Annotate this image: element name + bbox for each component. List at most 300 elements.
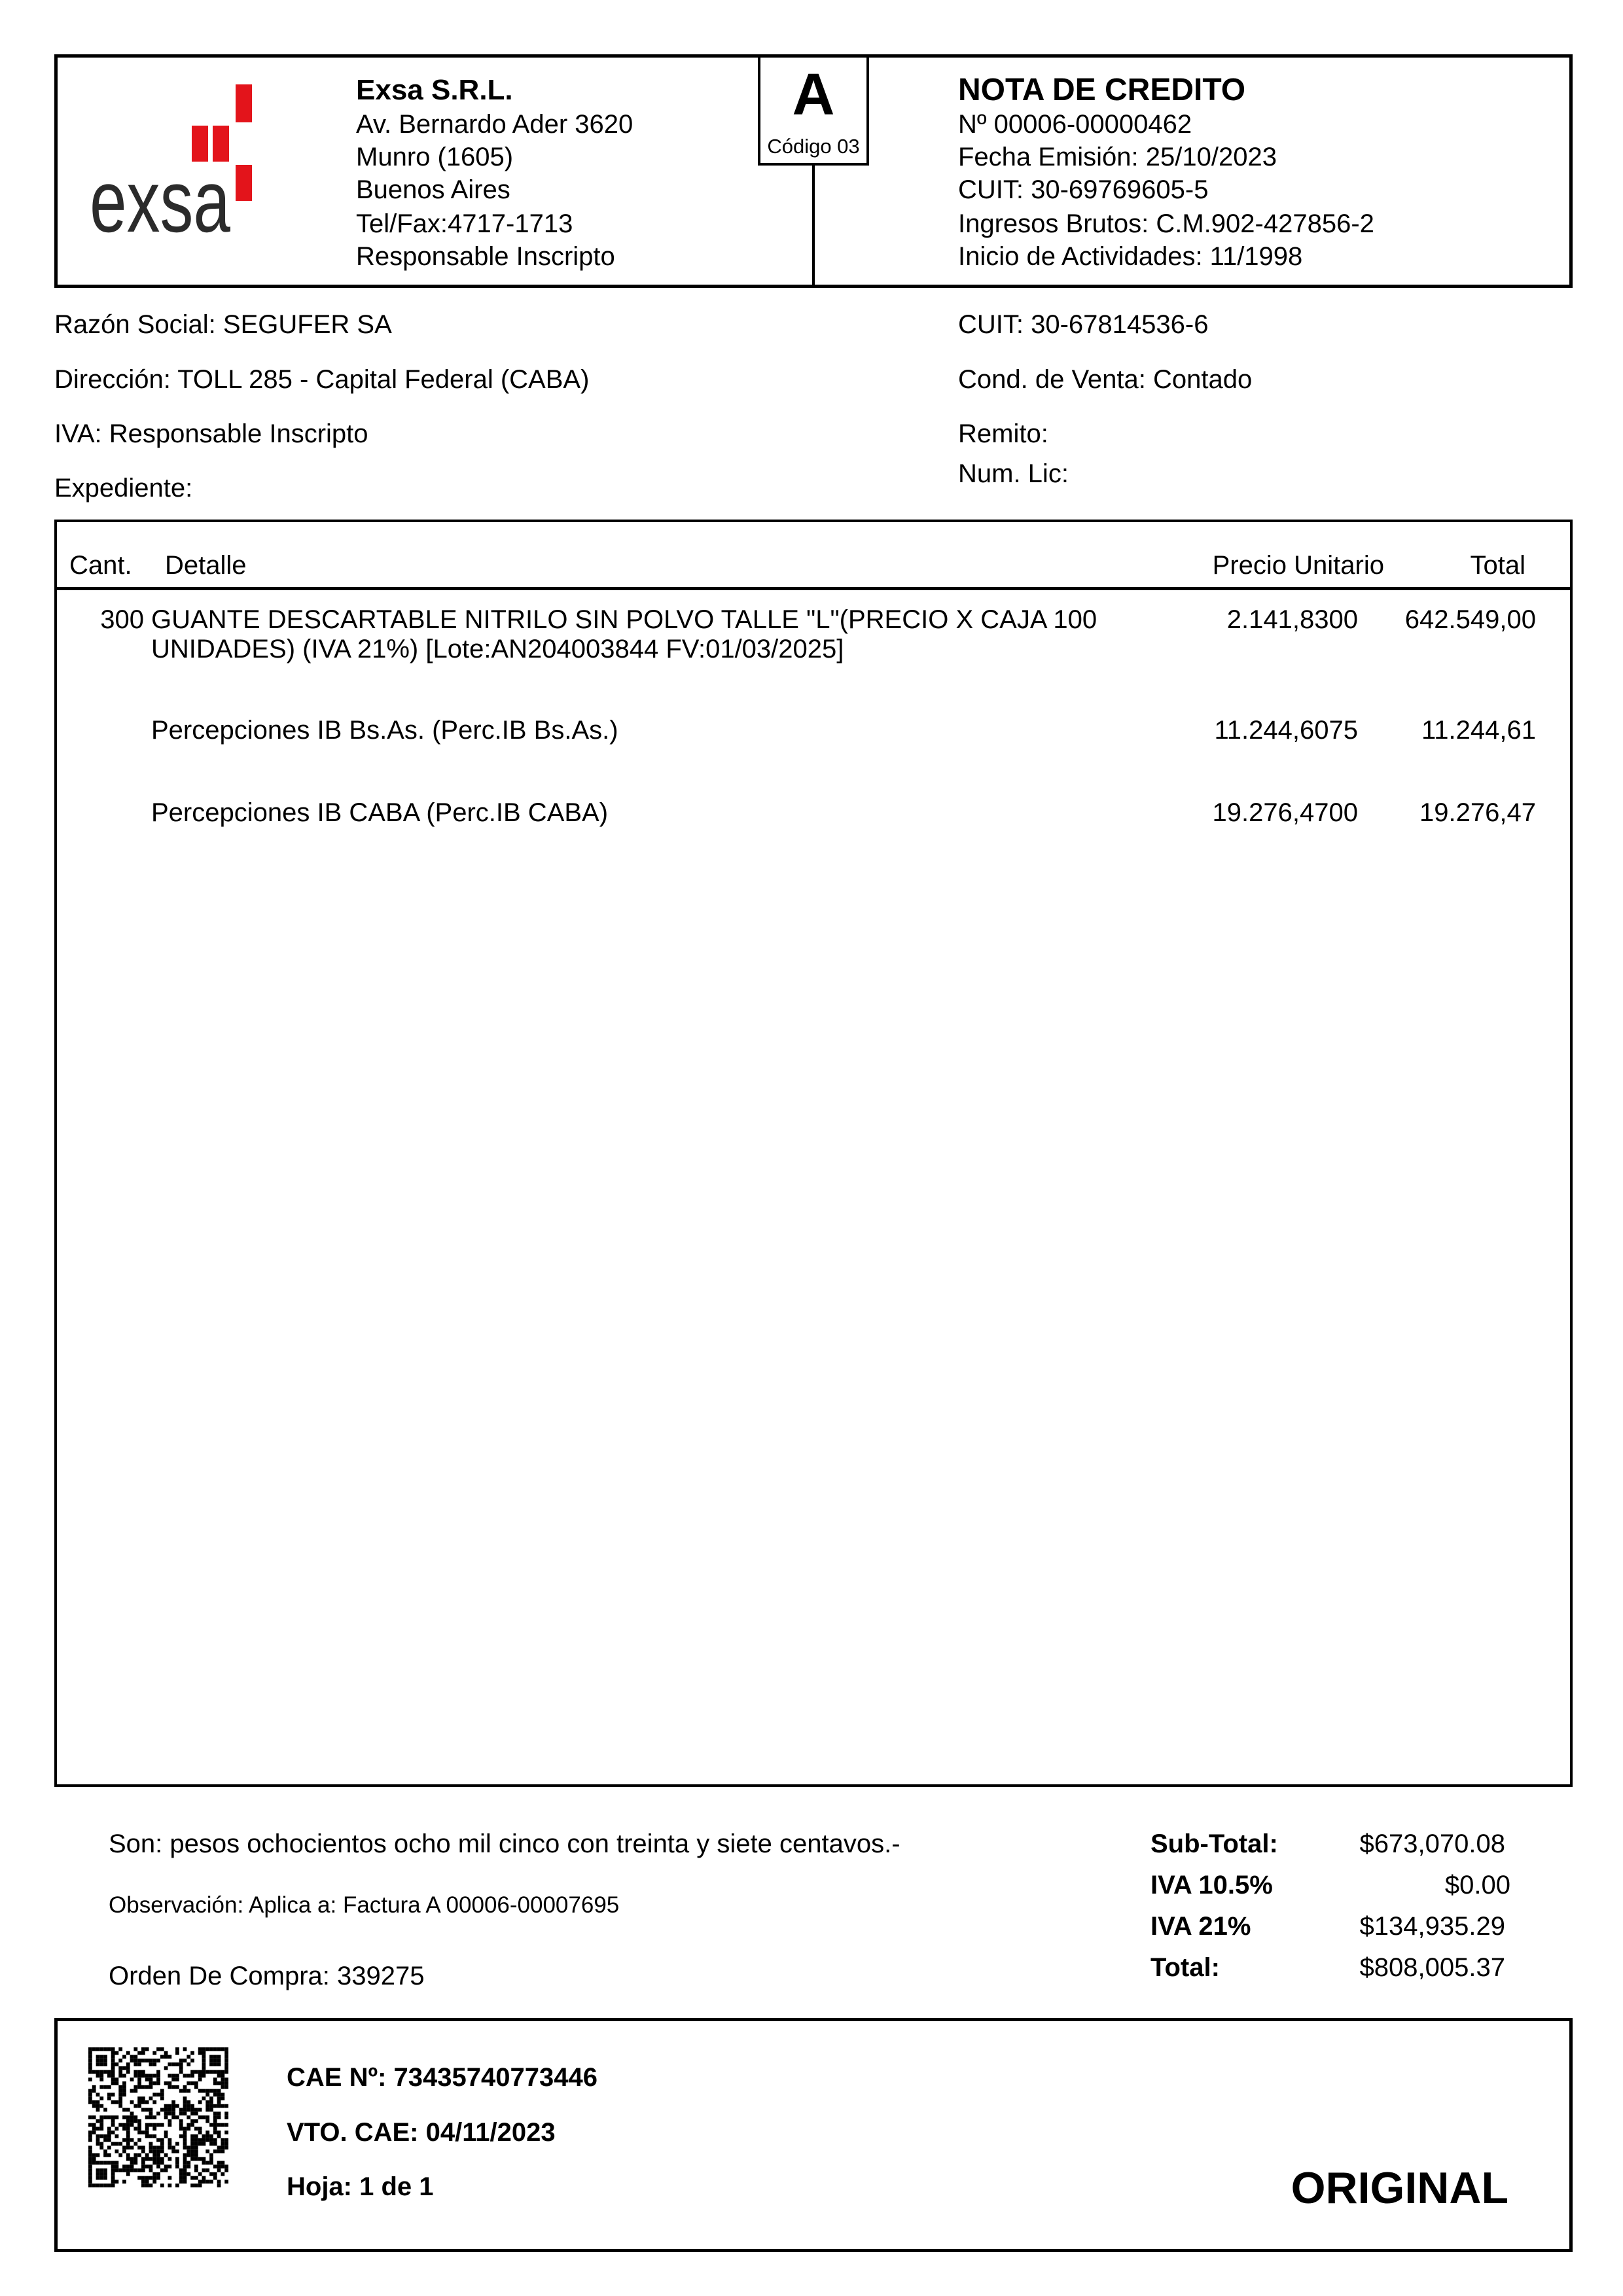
qr-module [198,2130,202,2134]
qr-module [88,2058,92,2062]
qr-module [145,2153,149,2157]
qr-module [141,2180,145,2183]
copy-label: ORIGINAL [1291,2163,1508,2213]
qr-module [202,2142,206,2146]
qr-module [145,2115,149,2119]
qr-module [107,2085,111,2089]
qr-module [122,2115,126,2119]
qr-module [171,2074,175,2077]
qr-module [122,2180,126,2183]
qr-module [205,2119,209,2123]
qr-module [118,2066,122,2070]
client-expediente: Expediente: [54,474,193,503]
qr-module [217,2123,221,2127]
qr-module [122,2138,126,2142]
qr-module [164,2081,168,2085]
qr-module [160,2157,164,2161]
qr-module [137,2168,141,2172]
qr-module [187,2074,190,2077]
total-label: Total: [1150,1953,1220,1982]
qr-module [149,2157,153,2161]
qr-module [190,2070,194,2074]
qr-module [156,2077,160,2081]
qr-module [111,2115,115,2119]
qr-module [118,2123,122,2127]
qr-module [130,2089,134,2093]
qr-module [88,2077,92,2081]
qr-module [103,2115,107,2119]
qr-module [217,2058,221,2062]
qr-module [126,2134,130,2138]
qr-module [183,2176,187,2180]
qr-module [183,2153,187,2157]
qr-module [99,2161,103,2165]
qr-module [92,2157,96,2161]
qr-module [224,2142,228,2146]
qr-module [99,2062,103,2066]
qr-module [171,2062,175,2066]
document-number: Nº 00006-00000462 [958,110,1192,139]
qr-module [141,2157,145,2161]
qr-module [134,2047,137,2051]
qr-module [198,2157,202,2161]
qr-module [152,2058,156,2062]
qr-module [198,2142,202,2146]
qr-module [134,2062,137,2066]
qr-module [107,2161,111,2165]
qr-module [202,2134,206,2138]
client-address: Dirección: TOLL 285 - Capital Federal (CABA) [54,365,590,394]
client-name: Razón Social: SEGUFER SA [54,310,392,339]
qr-module [99,2146,103,2149]
qr-code[interactable] [88,2047,228,2187]
qr-module [111,2047,115,2051]
qr-module [152,2134,156,2138]
qr-module [164,2134,168,2138]
qr-module [160,2055,164,2059]
qr-module [175,2115,179,2119]
qr-module [156,2111,160,2115]
qr-module [198,2077,202,2081]
qr-module [160,2183,164,2187]
qr-module [96,2176,100,2180]
qr-module [118,2058,122,2062]
qr-module [175,2149,179,2153]
row-detail: Percepciones IB CABA (Perc.IB CABA) [151,798,609,827]
qr-module [126,2070,130,2074]
qr-module [187,2127,190,2130]
qr-module [209,2142,213,2146]
qr-module [130,2077,134,2081]
qr-module [152,2123,156,2127]
qr-module [221,2149,224,2153]
qr-module [187,2108,190,2112]
qr-module [213,2176,217,2180]
qr-module [175,2074,179,2077]
qr-module [145,2176,149,2180]
qr-module [202,2055,206,2059]
sale-condition: Cond. de Venta: Contado [958,365,1253,394]
qr-module [145,2183,149,2187]
qr-module [103,2176,107,2180]
qr-module [209,2089,213,2093]
qr-module [103,2172,107,2176]
qr-module [205,2100,209,2104]
qr-module [96,2070,100,2074]
row-total: 19.276,47 [1419,798,1536,827]
qr-module [152,2176,156,2180]
qr-module [217,2074,221,2077]
qr-module [152,2153,156,2157]
qr-module [122,2093,126,2096]
qr-module [213,2062,217,2066]
qr-module [190,2119,194,2123]
qr-module [96,2168,100,2172]
qr-module [202,2066,206,2070]
qr-module [217,2089,221,2093]
qr-module [179,2123,183,2127]
qr-module [221,2096,224,2100]
qr-module [96,2161,100,2165]
qr-module [96,2138,100,2142]
qr-module [221,2093,224,2096]
qr-module [115,2134,118,2138]
qr-module [149,2081,153,2085]
qr-module [137,2096,141,2100]
qr-module [209,2055,213,2059]
qr-module [168,2119,171,2123]
qr-module [96,2142,100,2146]
qr-module [130,2157,134,2161]
company-phone: Tel/Fax:4717-1713 [356,209,573,238]
qr-module [99,2142,103,2146]
qr-module [183,2157,187,2161]
qr-module [179,2176,183,2180]
qr-module [134,2115,137,2119]
qr-module [96,2127,100,2130]
qr-module [198,2089,202,2093]
qr-module [118,2085,122,2089]
qr-module [209,2047,213,2051]
qr-module [96,2153,100,2157]
qr-module [149,2077,153,2081]
qr-module [179,2168,183,2172]
qr-module [137,2081,141,2085]
qr-module [194,2111,198,2115]
qr-module [130,2146,134,2149]
qr-module [141,2146,145,2149]
qr-module [141,2100,145,2104]
qr-module [160,2093,164,2096]
qr-module [224,2168,228,2172]
qr-module [115,2077,118,2081]
qr-module [209,2096,213,2100]
qr-module [111,2164,115,2168]
qr-module [137,2123,141,2127]
qr-module [183,2142,187,2146]
qr-module [141,2183,145,2187]
qr-module [179,2127,183,2130]
qr-module [145,2058,149,2062]
qr-module [213,2093,217,2096]
qr-module [88,2055,92,2059]
qr-module [183,2058,187,2062]
qr-module [194,2138,198,2142]
qr-module [183,2108,187,2112]
qr-module [179,2070,183,2074]
qr-module [137,2127,141,2130]
qr-module [171,2115,175,2119]
qr-module [160,2047,164,2051]
amount-in-words: Son: pesos ochocientos ocho mil cinco con treinta y siete centavos.- [109,1829,901,1858]
client-iva: IVA: Responsable Inscripto [54,419,368,448]
qr-module [213,2081,217,2085]
qr-module [122,2074,126,2077]
qr-module [118,2142,122,2146]
qr-module [224,2070,228,2074]
qr-module [217,2100,221,2104]
qr-module [103,2138,107,2142]
qr-module [202,2176,206,2180]
issuer-cuit: CUIT: 30-69769605-5 [958,175,1209,204]
qr-module [221,2074,224,2077]
qr-module [183,2111,187,2115]
qr-module [198,2183,202,2187]
qr-module [156,2153,160,2157]
row-detail: Percepciones IB Bs.As. (Perc.IB Bs.As.) [151,716,618,745]
qr-module [96,2100,100,2104]
qr-module [160,2123,164,2127]
qr-module [205,2093,209,2096]
qr-module [168,2104,171,2108]
qr-module [205,2168,209,2172]
qr-module [152,2100,156,2104]
header-detail: Detalle [165,551,247,580]
qr-module [149,2123,153,2127]
qr-module [179,2111,183,2115]
qr-module [88,2164,92,2168]
qr-module [187,2115,190,2119]
qr-module [149,2096,153,2100]
qr-module [152,2074,156,2077]
qr-module [111,2070,115,2074]
qr-module [134,2127,137,2130]
qr-module [130,2161,134,2165]
qr-module [217,2164,221,2168]
qr-module [224,2062,228,2066]
qr-module [88,2149,92,2153]
qr-module [137,2058,141,2062]
qr-module [103,2085,107,2089]
qr-module [183,2100,187,2104]
qr-module [141,2168,145,2172]
qr-module [103,2055,107,2059]
company-city: Munro (1605) [356,143,514,171]
qr-module [205,2161,209,2165]
qr-module [141,2164,145,2168]
qr-module [156,2172,160,2176]
qr-module [168,2062,171,2066]
qr-module [187,2104,190,2108]
qr-module [118,2047,122,2051]
qr-module [221,2172,224,2176]
qr-module [217,2047,221,2051]
qr-module [99,2058,103,2062]
qr-module [217,2146,221,2149]
qr-module [107,2183,111,2187]
qr-module [99,2055,103,2059]
qr-module [152,2115,156,2119]
qr-module [107,2047,111,2051]
qr-module [175,2085,179,2089]
qr-module [88,2093,92,2096]
qr-module [217,2093,221,2096]
qr-module [221,2081,224,2085]
qr-module [160,2138,164,2142]
qr-module [168,2108,171,2112]
qr-module [88,2089,92,2093]
qr-module [99,2096,103,2100]
qr-module [96,2119,100,2123]
svg-text:exsa: exsa [90,152,231,238]
qr-module [213,2111,217,2115]
qr-module [202,2070,206,2074]
qr-module [198,2115,202,2119]
qr-module [209,2123,213,2127]
qr-module [168,2111,171,2115]
qr-module [205,2070,209,2074]
qr-module [183,2047,187,2051]
company-tax-condition: Responsable Inscripto [356,242,615,271]
qr-module [198,2100,202,2104]
qr-module [164,2066,168,2070]
purchase-order: Orden De Compra: 339275 [109,1962,425,1990]
row-total: 642.549,00 [1404,605,1536,634]
qr-module [92,2153,96,2157]
qr-module [190,2138,194,2142]
qr-module [164,2130,168,2134]
qr-module [202,2157,206,2161]
qr-module [168,2142,171,2146]
row-unit-price: 2.141,8300 [1226,605,1358,634]
qr-module [137,2146,141,2149]
qr-module [217,2115,221,2119]
qr-module [130,2058,134,2062]
page-number: Hoja: 1 de 1 [287,2172,434,2201]
qr-module [115,2115,118,2119]
qr-module [213,2119,217,2123]
qr-module [202,2062,206,2066]
qr-module [179,2180,183,2183]
qr-module [179,2134,183,2138]
qr-module [92,2123,96,2127]
qr-module [152,2157,156,2161]
qr-module [190,2142,194,2146]
qr-module [198,2172,202,2176]
qr-module [96,2172,100,2176]
qr-module [160,2142,164,2146]
qr-module [92,2161,96,2165]
qr-module [221,2164,224,2168]
subtotal-value: $673,070.08 [1359,1829,1505,1858]
qr-module [149,2111,153,2115]
qr-module [99,2074,103,2077]
qr-module [152,2081,156,2085]
qr-module [103,2149,107,2153]
qr-module [213,2172,217,2176]
qr-module [152,2180,156,2183]
qr-module [115,2180,118,2183]
qr-module [118,2093,122,2096]
qr-module [126,2108,130,2112]
cae-box [54,2018,1573,2252]
qr-module [88,2134,92,2138]
qr-module [107,2074,111,2077]
qr-module [171,2146,175,2149]
qr-module [198,2074,202,2077]
qr-module [118,2096,122,2100]
qr-module [134,2161,137,2165]
qr-module [126,2146,130,2149]
qr-module [213,2089,217,2093]
qr-module [183,2146,187,2149]
qr-module [96,2093,100,2096]
iva21-value: $134,935.29 [1359,1912,1505,1941]
qr-module [209,2153,213,2157]
header-unit-price: Precio Unitario [1212,551,1384,580]
qr-module [187,2146,190,2149]
qr-module [152,2051,156,2055]
qr-module [224,2180,228,2183]
qr-module [221,2077,224,2081]
qr-module [194,2108,198,2112]
qr-module [88,2096,92,2100]
qr-module [190,2108,194,2112]
items-table [54,520,1573,1787]
qr-module [118,2153,122,2157]
qr-module [213,2149,217,2153]
qr-module [194,2070,198,2074]
qr-module [202,2138,206,2142]
qr-module [171,2108,175,2112]
qr-module [88,2070,92,2074]
qr-module [111,2093,115,2096]
qr-module [96,2055,100,2059]
qr-module [190,2051,194,2055]
qr-module [137,2074,141,2077]
qr-module [141,2074,145,2077]
qr-module [209,2134,213,2138]
qr-module [164,2168,168,2172]
header-divider [812,164,815,287]
qr-module [111,2100,115,2104]
qr-module [156,2161,160,2165]
qr-module [168,2164,171,2168]
qr-module [149,2108,153,2112]
qr-module [88,2168,92,2172]
qr-module [99,2183,103,2187]
qr-module [107,2146,111,2149]
qr-module [99,2176,103,2180]
qr-module [145,2074,149,2077]
qr-module [209,2157,213,2161]
qr-module [152,2127,156,2130]
qr-module [190,2153,194,2157]
qr-module [224,2104,228,2108]
qr-module [156,2074,160,2077]
qr-module [107,2127,111,2130]
qr-module [171,2100,175,2104]
